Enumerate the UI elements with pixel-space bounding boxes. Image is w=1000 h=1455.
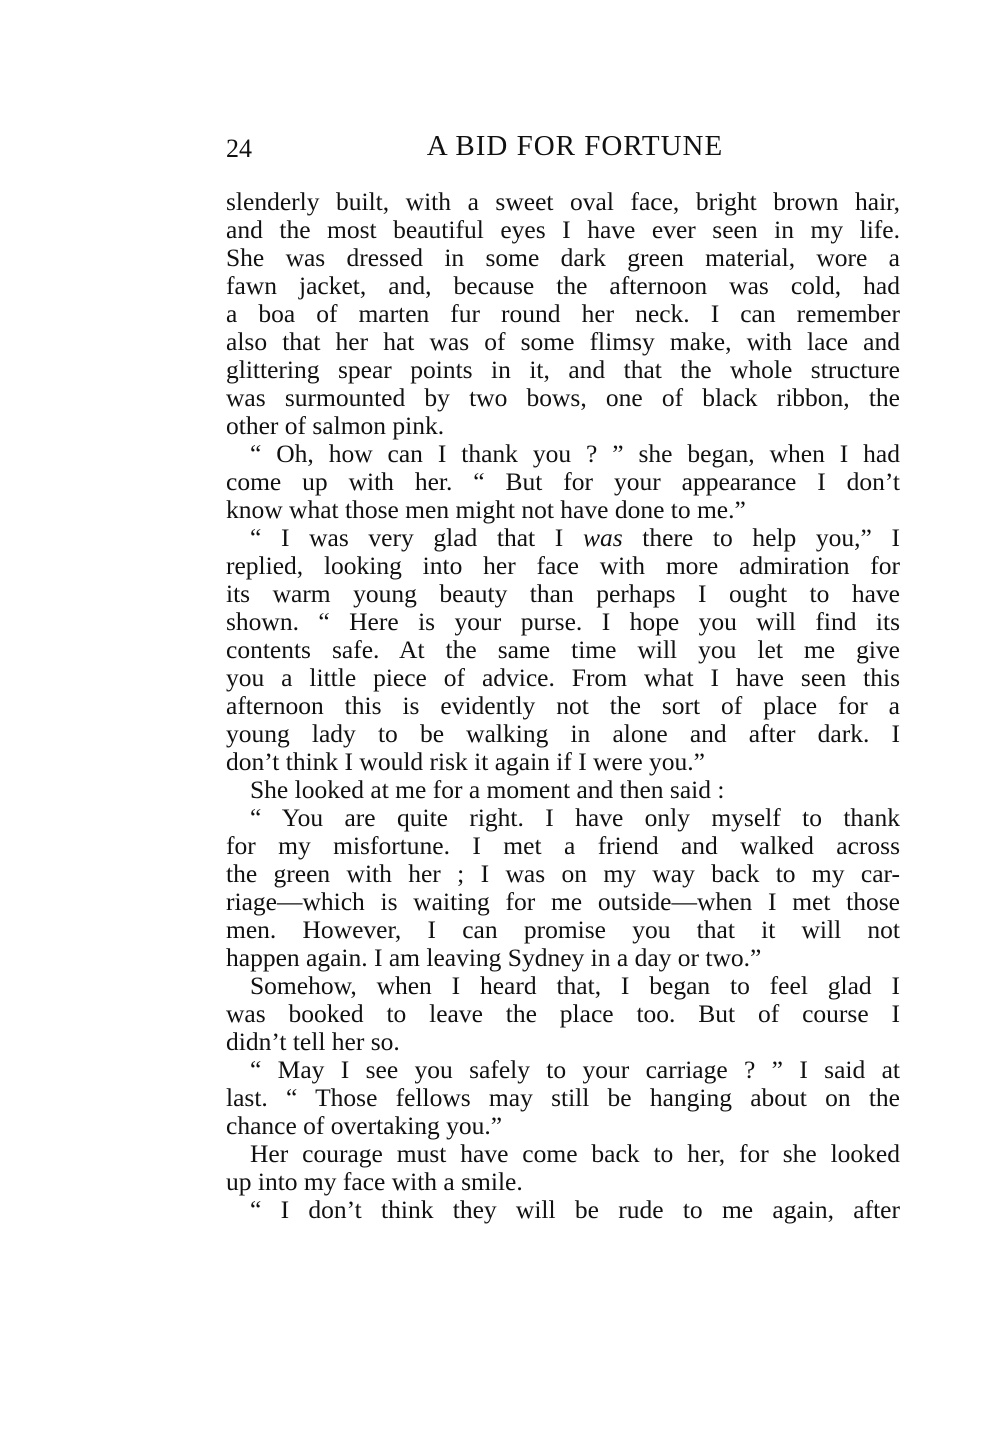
text-line: fawn jacket, and, because the afternoon was cold, had [226, 271, 900, 300]
text-line: slenderly built, with a sweet oval face, bright brown hair, [226, 187, 900, 216]
text-line [226, 524, 900, 552]
text-line: don’t think I would risk it again if I were you.” [226, 747, 705, 776]
text-line: “ I don’t think they will be rude to me again, after [250, 1195, 900, 1224]
text-line: She was dressed in some dark green material, wore a [226, 243, 900, 272]
text-line: come up with her. “ But for your appearance I don’t [226, 467, 900, 496]
text-line: other of salmon pink. [226, 411, 445, 440]
text-line: the green with her ; I was on my way back to my car- [226, 859, 900, 888]
text-line: She looked at me for a moment and then said : [250, 775, 725, 804]
text-line: “ Oh, how can I thank you ? ” she began, when I had [250, 439, 900, 468]
body-text [226, 188, 900, 1224]
text-line: glittering spear points in it, and that the whole structure [226, 355, 900, 384]
emphasized-word: was [582, 523, 623, 552]
text-line: afternoon this is evidently not the sort of place for a [226, 691, 900, 720]
text-line: you a little piece of advice. From what I have seen this [226, 663, 900, 692]
page-number: 24 [226, 134, 252, 163]
running-head [226, 130, 900, 170]
text-line: its warm young beauty than perhaps I ought to have [226, 579, 900, 608]
running-title: A BID FOR FORTUNE [426, 130, 724, 162]
text-line: young lady to be walking in alone and after dark. I [226, 719, 900, 748]
text-line: was surmounted by two bows, one of black ribbon, the [226, 383, 900, 412]
text-line: was booked to leave the place too. But of course I [226, 999, 900, 1028]
text-line: up into my face with a smile. [226, 1167, 523, 1196]
text-line: chance of overtaking you.” [226, 1111, 503, 1140]
text-line: contents safe. At the same time will you let me give [226, 635, 900, 664]
text-line: last. “ Those fellows may still be hanging about on the [226, 1083, 900, 1112]
text-line: Somehow, when I heard that, I began to feel glad I [250, 971, 900, 1000]
text-line: “ You are quite right. I have only myself to thank [250, 803, 900, 832]
text-line: and the most beautiful eyes I have ever seen in my life. [226, 215, 900, 244]
text-line: a boa of marten fur round her neck. I can remember [226, 299, 900, 328]
text-line: shown. “ Here is your purse. I hope you will find its [226, 607, 900, 636]
text-line: know what those men might not have done to me.” [226, 495, 746, 524]
text-line: riage—which is waiting for me outside—when I met those [226, 887, 900, 916]
text-line: replied, looking into her face with more admiration for [226, 551, 900, 580]
text-line: also that her hat was of some flimsy make, with lace and [226, 327, 900, 356]
text-line: men. However, I can promise you that it will not [226, 915, 900, 944]
text-line: happen again. I am leaving Sydney in a day or two.” [226, 943, 762, 972]
text-line: for my misfortune. I met a friend and walked across [226, 831, 900, 860]
text-line: didn’t tell her so. [226, 1027, 400, 1056]
text-line-part: there to help you,” I [622, 523, 900, 552]
text-line-part: “ I was very glad that I [250, 523, 583, 552]
text-line: “ May I see you safely to your carriage ? ” I said at [250, 1055, 900, 1084]
text-line: Her courage must have come back to her, for she looked [250, 1139, 900, 1168]
